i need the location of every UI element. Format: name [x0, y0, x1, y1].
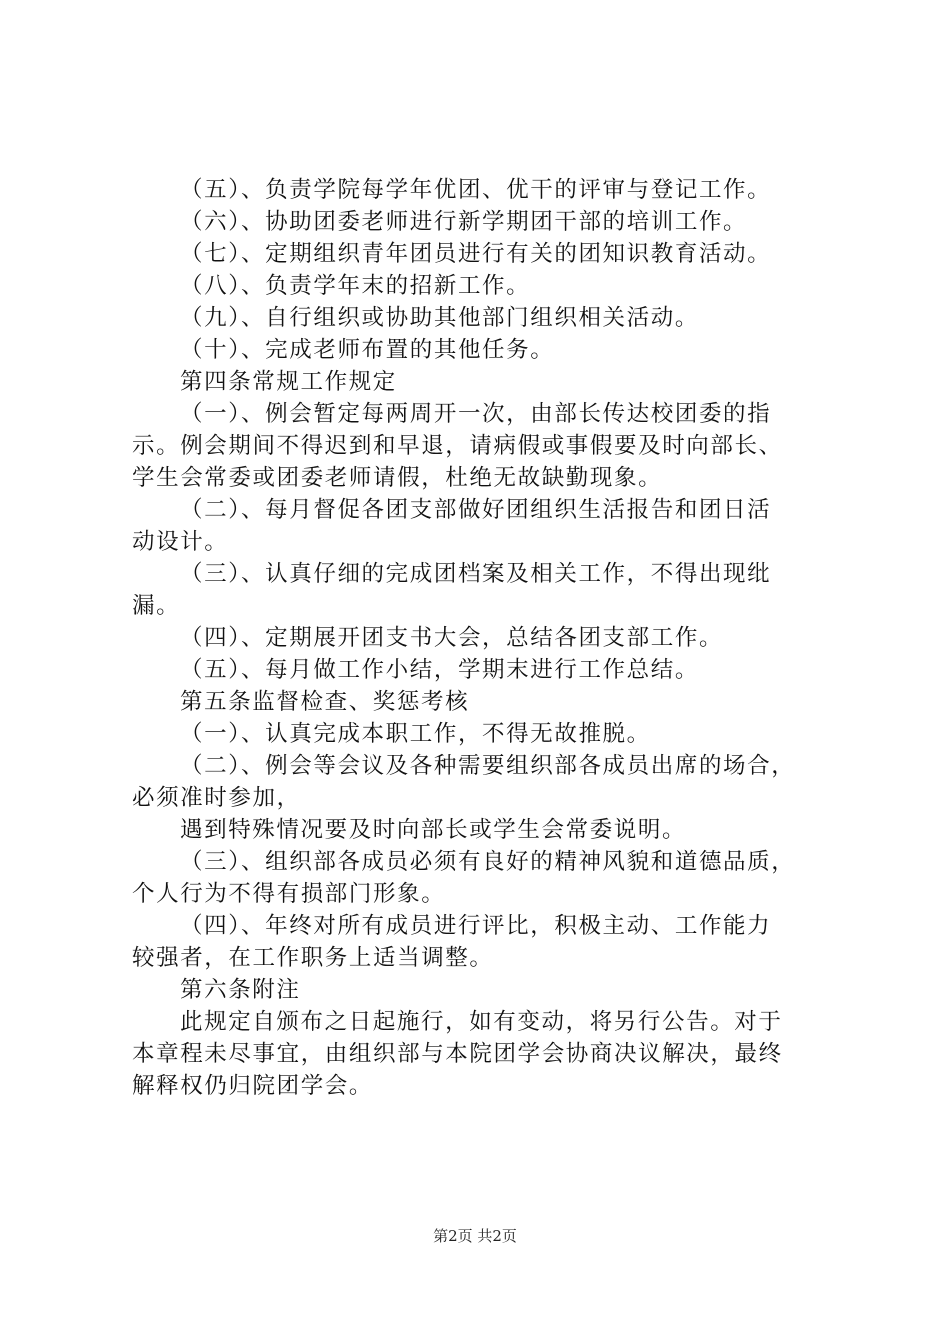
text-line: 本章程未尽事宜，由组织部与本院团学会协商决议解决，最终: [132, 1041, 783, 1067]
text-line: （三）、认真仔细的完成团档案及相关工作，不得出现纰: [180, 561, 772, 587]
text-line: （六）、协助团委老师进行新学期团干部的培训工作。: [180, 209, 748, 235]
text-line: （五）、每月做工作小结，学期末进行工作总结。: [180, 657, 699, 683]
text-line: 较强者，在工作职务上适当调整。: [132, 945, 494, 971]
text-line: 个人行为不得有损部门形象。: [132, 881, 446, 907]
text-line: （二）、每月督促各团支部做好团组织生活报告和团日活: [180, 497, 772, 523]
text-line: （五）、负责学院每学年优团、优干的评审与登记工作。: [180, 177, 772, 203]
text-line: （八）、负责学年末的招新工作。: [180, 273, 531, 299]
text-line: 漏。: [132, 593, 181, 619]
text-line: （四）、定期展开团支书大会，总结各团支部工作。: [180, 625, 724, 651]
text-line: （三）、组织部各成员必须有良好的精神风貌和道德品质，: [180, 849, 796, 875]
text-line: 必须准时参加，: [132, 785, 301, 811]
section-heading: 第五条监督检查、奖惩考核: [180, 689, 470, 715]
text-line: （十）、完成老师布置的其他任务。: [180, 337, 555, 363]
page-number-label: 第2页 共2页: [433, 1227, 517, 1245]
text-line: （一）、认真完成本职工作，不得无故推脱。: [180, 721, 651, 747]
text-line: 解释权仍归院团学会。: [132, 1073, 374, 1099]
text-line: （二）、例会等会议及各种需要组织部各成员出席的场合，: [180, 753, 796, 779]
section-heading: 第六条附注: [180, 977, 301, 1003]
text-line: 遇到特殊情况要及时向部长或学生会常委说明。: [180, 817, 687, 843]
text-line: 此规定自颁布之日起施行，如有变动，将另行公告。对于: [180, 1009, 783, 1035]
text-line: （一）、例会暂定每两周开一次，由部长传达校团委的指: [180, 401, 772, 427]
text-line: 示。例会期间不得迟到和早退，请病假或事假要及时向部长、: [132, 433, 783, 459]
text-line: 动设计。: [132, 529, 229, 555]
text-line: （九）、自行组织或协助其他部门组织相关活动。: [180, 305, 699, 331]
text-line: 学生会常委或团委老师请假，杜绝无故缺勤现象。: [132, 465, 663, 491]
section-heading: 第四条常规工作规定: [180, 369, 397, 395]
text-line: （七）、定期组织青年团员进行有关的团知识教育活动。: [180, 241, 772, 267]
page-footer: [0, 1226, 950, 1246]
text-line: （四）、年终对所有成员进行评比，积极主动、工作能力: [180, 913, 772, 939]
